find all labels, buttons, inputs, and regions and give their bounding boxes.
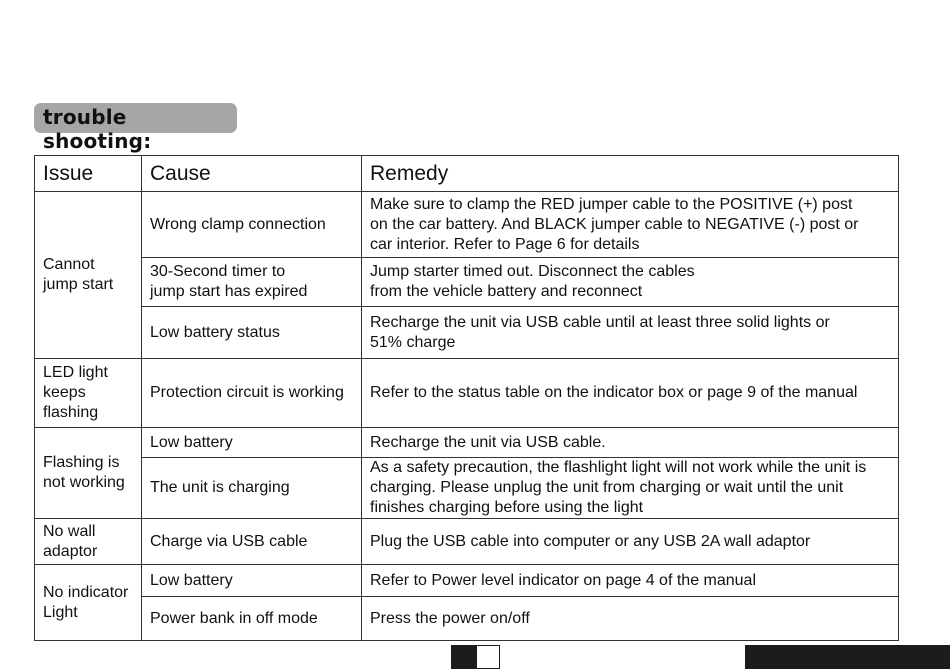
table-row xyxy=(35,565,899,597)
footer-bar xyxy=(745,645,950,669)
remedy-cell: As a safety precaution, the flashlight light will not work while the unit is charging. Please unplug the unit from charging or wait until the unit finishes charging before using the light xyxy=(362,458,899,519)
section-heading: trouble shooting: xyxy=(34,103,237,133)
remedy-cell: Refer to the status table on the indicator box or page 9 of the manual xyxy=(362,359,899,428)
remedy-cell: Press the power on/off xyxy=(362,597,899,641)
header-remedy: Remedy xyxy=(362,156,899,192)
issue-cell: No wall adaptor xyxy=(35,519,142,565)
table-row xyxy=(35,307,899,359)
issue-cell: No indicator Light xyxy=(35,565,142,641)
remedy-cell: Recharge the unit via USB cable until at least three solid lights or 51% charge xyxy=(362,307,899,359)
issue-cell: Cannot jump start xyxy=(35,192,142,359)
issue-cell: Flashing is not working xyxy=(35,428,142,519)
issue-cell: LED light keeps flashing xyxy=(35,359,142,428)
cause-cell: Wrong clamp connection xyxy=(142,192,362,258)
cause-cell: Power bank in off mode xyxy=(142,597,362,641)
cause-cell: Low battery xyxy=(142,565,362,597)
page-marker-dark xyxy=(451,645,476,669)
cause-cell: The unit is charging xyxy=(142,458,362,519)
table-row xyxy=(35,458,899,519)
cause-cell: Low battery xyxy=(142,428,362,458)
table-row xyxy=(35,597,899,641)
table-row xyxy=(35,428,899,458)
remedy-cell: Jump starter timed out. Disconnect the cables from the vehicle battery and reconnect xyxy=(362,258,899,307)
header-cause: Cause xyxy=(142,156,362,192)
cause-cell: 30-Second timer to jump start has expired xyxy=(142,258,362,307)
cause-cell: Protection circuit is working xyxy=(142,359,362,428)
remedy-cell: Recharge the unit via USB cable. xyxy=(362,428,899,458)
table-row xyxy=(35,359,899,428)
table-row xyxy=(35,258,899,307)
remedy-cell: Plug the USB cable into computer or any USB 2A wall adaptor xyxy=(362,519,899,565)
troubleshooting-table xyxy=(34,155,899,641)
header-issue: Issue xyxy=(35,156,142,192)
remedy-cell: Make sure to clamp the RED jumper cable to the POSITIVE (+) post on the car battery. And BLACK jumper cable to NEGATIVE (-) post or car interior. Refer to Page 6 for details xyxy=(362,192,899,258)
cause-cell: Charge via USB cable xyxy=(142,519,362,565)
remedy-cell: Refer to Power level indicator on page 4 of the manual xyxy=(362,565,899,597)
page-marker-light xyxy=(476,645,500,669)
table-row xyxy=(35,192,899,258)
table-row xyxy=(35,519,899,565)
cause-cell: Low battery status xyxy=(142,307,362,359)
table-header-row xyxy=(35,156,899,192)
